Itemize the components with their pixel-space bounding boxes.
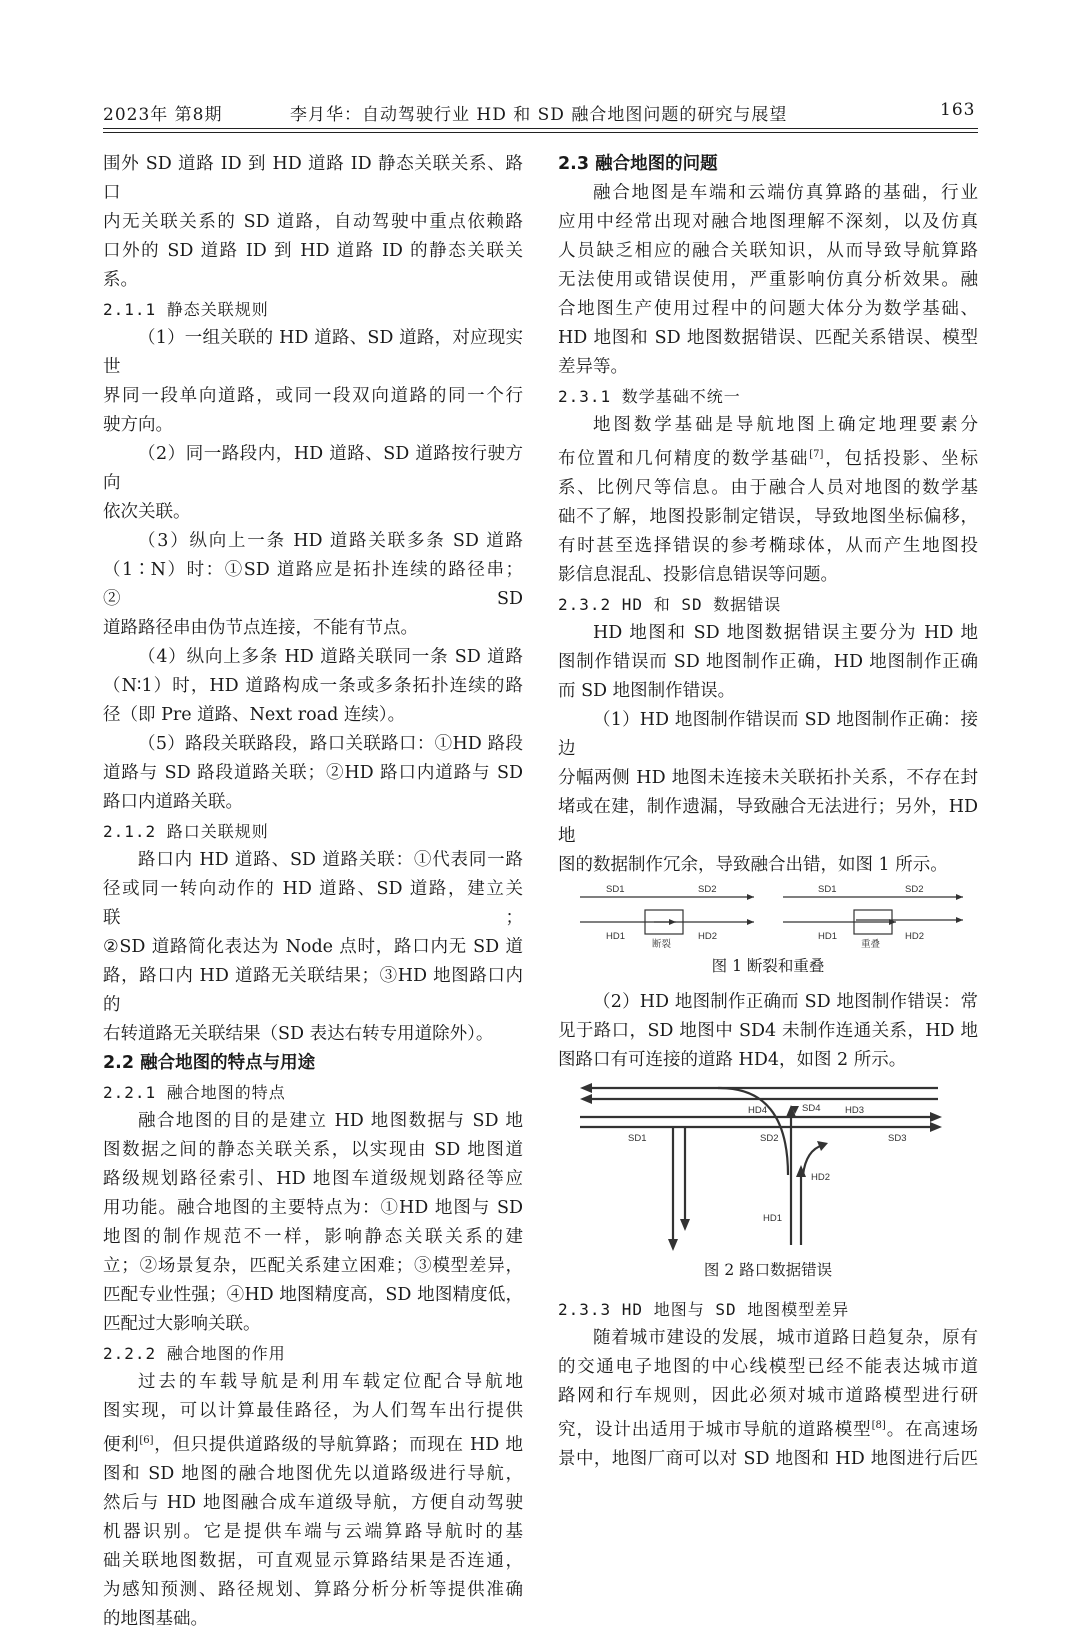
text-line: 有时甚至选择错误的参考椭球体，从而产生地图投 <box>558 535 978 556</box>
text-line: 地图数学基础是导航地图上确定地理要素分 <box>593 415 978 435</box>
text-line: 系、比例尺等信息。由于融合人员对地图的数学基 <box>558 477 978 498</box>
fig2-label-hd1: HD1 <box>763 1212 783 1224</box>
arrow-icon <box>668 1239 678 1251</box>
text-line: 立；②场景复杂，匹配关系建立困难；③模型差异， <box>103 1256 523 1276</box>
fig1-label-break: 断裂 <box>652 938 672 950</box>
text-line: 道路路径串由伪节点连接，不能有节点。 <box>103 618 418 638</box>
text-line: 便利[6]，但只提供道路级的导航算路；而现在 HD 地 <box>103 1434 523 1455</box>
text-line: 然后与 HD 地图融合成车道级导航，方便自动驾驶 <box>103 1492 523 1513</box>
text-line: 的地图基础。 <box>103 1608 208 1629</box>
text-line: 图数据之间的静态关联关系，以实现由 SD 地图道 <box>103 1140 523 1160</box>
text-line: 径或同一转向动作的 HD 道路、SD 道路，建立关联； <box>103 879 523 928</box>
fig1-label-hd1: HD1 <box>606 930 626 942</box>
fig2-label-sd3: SD3 <box>888 1132 907 1144</box>
text-line: 景中，地图厂商可以对 SD 地图和 HD 地图进行后匹 <box>558 1448 978 1469</box>
arrow-icon <box>580 1083 592 1093</box>
text-line: 堵或在建，制作遗漏，导致融合无法进行；另外，HD 地 <box>558 796 978 846</box>
fig1-label-hd1-b: HD1 <box>818 930 838 942</box>
text-line: 图路口有可连接的道路 HD4，如图 2 所示。 <box>558 1049 907 1070</box>
fig1-label-sd2: SD2 <box>698 883 717 895</box>
fig2-hd2-right-turn <box>803 1145 823 1175</box>
citation-6[interactable]: [6] <box>139 1435 154 1446</box>
fig2-label-sd4: SD4 <box>802 1102 821 1114</box>
subsection-heading-2-3-3: 2.3.3 HD 地图与 SD 地图模型差异 <box>558 1299 850 1319</box>
text-line: 过去的车载导航是利用车载定位配合导航地 <box>138 1372 523 1392</box>
text-line: 融合地图的目的是建立 HD 地图数据与 SD 地 <box>138 1111 523 1131</box>
text-line: 径（即 Pre 道路、Next road 连续）。 <box>103 705 406 725</box>
arrow-icon <box>580 1094 592 1104</box>
text-line: 础不了解，地图投影制定错误，导致地图坐标偏移， <box>558 506 978 527</box>
right-column <box>558 150 978 1474</box>
text-line: 随着城市建设的发展，城市道路日趋复杂，原有 <box>593 1327 978 1348</box>
figure-2-diagram <box>558 1075 978 1255</box>
arrow-icon <box>680 1219 690 1231</box>
header-rule-bottom <box>103 132 978 133</box>
text-line: 依次关联。 <box>103 502 191 522</box>
text-line: 路网和行车规则，因此必须对城市道路模型进行研 <box>558 1385 978 1406</box>
citation-7[interactable]: [7] <box>809 449 824 460</box>
text-line: 无法使用或错误使用，严重影响仿真分析效果。融 <box>558 270 978 290</box>
fig1-label-sd1-b: SD1 <box>818 883 837 895</box>
subsection-heading-2-3-2: 2.3.2 HD 和 SD 数据错误 <box>558 594 782 614</box>
spacer <box>558 1285 978 1295</box>
left-column <box>103 150 523 1634</box>
text-line: 界同一段单向道路，或同一段双向道路的同一个行 <box>103 386 523 406</box>
arrow-icon <box>956 894 963 900</box>
text-line: （4）纵向上多条 HD 道路关联同一条 SD 道路 <box>138 647 523 667</box>
figure-1-caption: 图 1 断裂和重叠 <box>711 956 825 975</box>
fig2-label-sd1: SD1 <box>628 1132 647 1144</box>
subsection-heading-2-1-2: 2.1.2 路口关联规则 <box>103 822 269 841</box>
running-title: 李月华：自动驾驶行业 HD 和 SD 融合地图问题的研究与展望 <box>290 105 788 125</box>
text-line: 为感知预测、路径规划、算路分析分析等提供准确 <box>103 1579 523 1600</box>
text-line: ②SD 道路简化表达为 Node 点时，路口内无 SD 道 <box>103 937 523 957</box>
section-heading-2-3: 2.3 融合地图的问题 <box>558 154 718 174</box>
arrow-icon <box>930 1122 942 1132</box>
subsection-heading-2-2-1: 2.2.1 融合地图的特点 <box>103 1083 286 1102</box>
fig2-label-hd2: HD2 <box>811 1171 831 1183</box>
text-line: 路口内 HD 道路、SD 道路关联：①代表同一路 <box>138 850 523 870</box>
text-line: 围外 SD 道路 ID 到 HD 道路 ID 静态关联关系、路口 <box>103 154 523 203</box>
journal-issue: 2023年 第8期 <box>103 105 223 125</box>
text-line: HD 地图和 SD 地图数据错误主要分为 HD 地 <box>593 622 978 643</box>
subsection-heading-2-1-1: 2.1.1 静态关联规则 <box>103 300 269 319</box>
text-line: 差异等。 <box>558 357 628 377</box>
text-line: 口外的 SD 道路 ID 到 HD 道路 ID 的静态关联关系。 <box>103 241 523 290</box>
arrow-icon <box>956 917 963 923</box>
text-line: 的交通电子地图的中心线模型已经不能表达城市道 <box>558 1356 978 1377</box>
fig2-label-hd3: HD3 <box>845 1104 865 1116</box>
text-line: 路口内道路关联。 <box>103 792 243 812</box>
fig2-label-sd2: SD2 <box>760 1132 779 1144</box>
text-line: 分幅两侧 HD 地图未连接未关联拓扑关系，不存在封 <box>558 767 978 788</box>
text-line: 路级规划路径索引、HD 地图车道级规划路径等应 <box>103 1169 523 1189</box>
text-line: 见于路口，SD 地图中 SD4 未制作连通关系，HD 地 <box>558 1020 978 1041</box>
text-line: （5）路段关联路段，路口关联路口：①HD 路段 <box>138 734 523 754</box>
fig1-label-hd2-b: HD2 <box>905 930 925 942</box>
text-line: 图和 SD 地图的融合地图优先以道路级进行导航， <box>103 1463 523 1484</box>
fig1-label-overlap: 重叠 <box>861 938 881 950</box>
section-heading-2-2: 2.2 融合地图的特点与用途 <box>103 1053 316 1073</box>
text-line: 图实现，可以计算最佳路径，为人们驾车出行提供 <box>103 1401 523 1421</box>
arrow-icon <box>747 894 754 900</box>
text-line: 右转道路无关联结果（SD 表达右转专用道除外）。 <box>103 1024 494 1044</box>
text-line: 匹配专业性强；④HD 地图精度高，SD 地图精度低， <box>103 1285 523 1305</box>
text-line: HD 地图和 SD 地图数据错误、匹配关系错误、模型 <box>558 328 978 348</box>
page-number: 163 <box>940 100 976 120</box>
fig2-label-hd4: HD4 <box>748 1104 768 1116</box>
text-line: （N∶1）时，HD 道路构成一条或多条拓扑连续的路 <box>103 676 523 696</box>
text-line: （1）HD 地图制作错误而 SD 地图制作正确：接边 <box>558 709 978 759</box>
text-line: 机器识别。它是提供车端与云端算路导航时的基 <box>103 1521 523 1542</box>
fig2-hd4-left-turn <box>718 1088 788 1175</box>
citation-8[interactable]: [8] <box>871 1419 886 1431</box>
figure-2 <box>558 1075 978 1255</box>
figure-1 <box>558 880 978 950</box>
text-line: 融合地图是车端和云端仿真算路的基础，行业 <box>593 183 978 203</box>
text-line: 础关联地图数据，可直观显示算路结果是否连通， <box>103 1550 523 1571</box>
text-line: 图制作错误而 SD 地图制作正确，HD 地图制作正确 <box>558 651 978 672</box>
text-line: 影信息混乱、投影信息错误等问题。 <box>558 564 838 585</box>
text-line: 究，设计出适用于城市导航的道路模型[8]。在高速场 <box>558 1419 978 1440</box>
fig1-label-sd1: SD1 <box>606 883 625 895</box>
fig1-label-sd2-b: SD2 <box>905 883 924 895</box>
text-line: 匹配过大影响关联。 <box>103 1314 261 1334</box>
text-line: （1∶N）时：①SD 道路应是拓扑连续的路径串；②SD <box>103 560 523 609</box>
text-line: 路，路口内 HD 道路无关联结果；③HD 地图路口内的 <box>103 966 523 1015</box>
text-line: （2）同一路段内，HD 道路、SD 道路按行驶方向 <box>103 444 523 493</box>
fig1-label-hd2: HD2 <box>698 930 718 942</box>
subsection-heading-2-3-1: 2.3.1 数学基础不统一 <box>558 387 741 406</box>
text-line: （1）一组关联的 HD 道路、SD 道路，对应现实世 <box>103 328 523 377</box>
text-line: 布位置和几何精度的数学基础[7]，包括投影、坐标 <box>558 448 979 469</box>
text-line: 内无关联关系的 SD 道路，自动驾驶中重点依赖路 <box>103 212 523 232</box>
text-line: 地图的制作规范不一样，影响静态关联关系的建 <box>103 1227 523 1247</box>
text-line: （2）HD 地图制作正确而 SD 地图制作错误：常 <box>593 991 978 1012</box>
text-line: 用功能。融合地图的主要特点为：①HD 地图与 SD <box>103 1198 523 1218</box>
text-line: 合地图生产使用过程中的问题大体分为数学基础、 <box>558 299 978 319</box>
text-line: 道路与 SD 路段道路关联；②HD 路口内道路与 SD <box>103 763 523 783</box>
arrow-icon <box>930 1112 942 1122</box>
header-rule-top <box>103 128 978 129</box>
text-line: （3）纵向上一条 HD 道路关联多条 SD 道路 <box>138 531 523 551</box>
arrow-icon <box>747 919 754 925</box>
text-line: 驶方向。 <box>103 415 173 435</box>
text-line: 而 SD 地图制作错误。 <box>558 680 736 701</box>
text-line: 图的数据制作冗余，导致融合出错，如图 1 所示。 <box>558 854 948 875</box>
figure-2-caption: 图 2 路口数据错误 <box>703 1260 833 1279</box>
text-line: 应用中经常出现对融合地图理解不深刻，以及仿真 <box>558 212 978 232</box>
subsection-heading-2-2-2: 2.2.2 融合地图的作用 <box>103 1344 286 1363</box>
figure-1-diagram <box>558 880 978 950</box>
text-line: 人员缺乏相应的融合关联知识，从而导致导航算路 <box>558 241 978 261</box>
